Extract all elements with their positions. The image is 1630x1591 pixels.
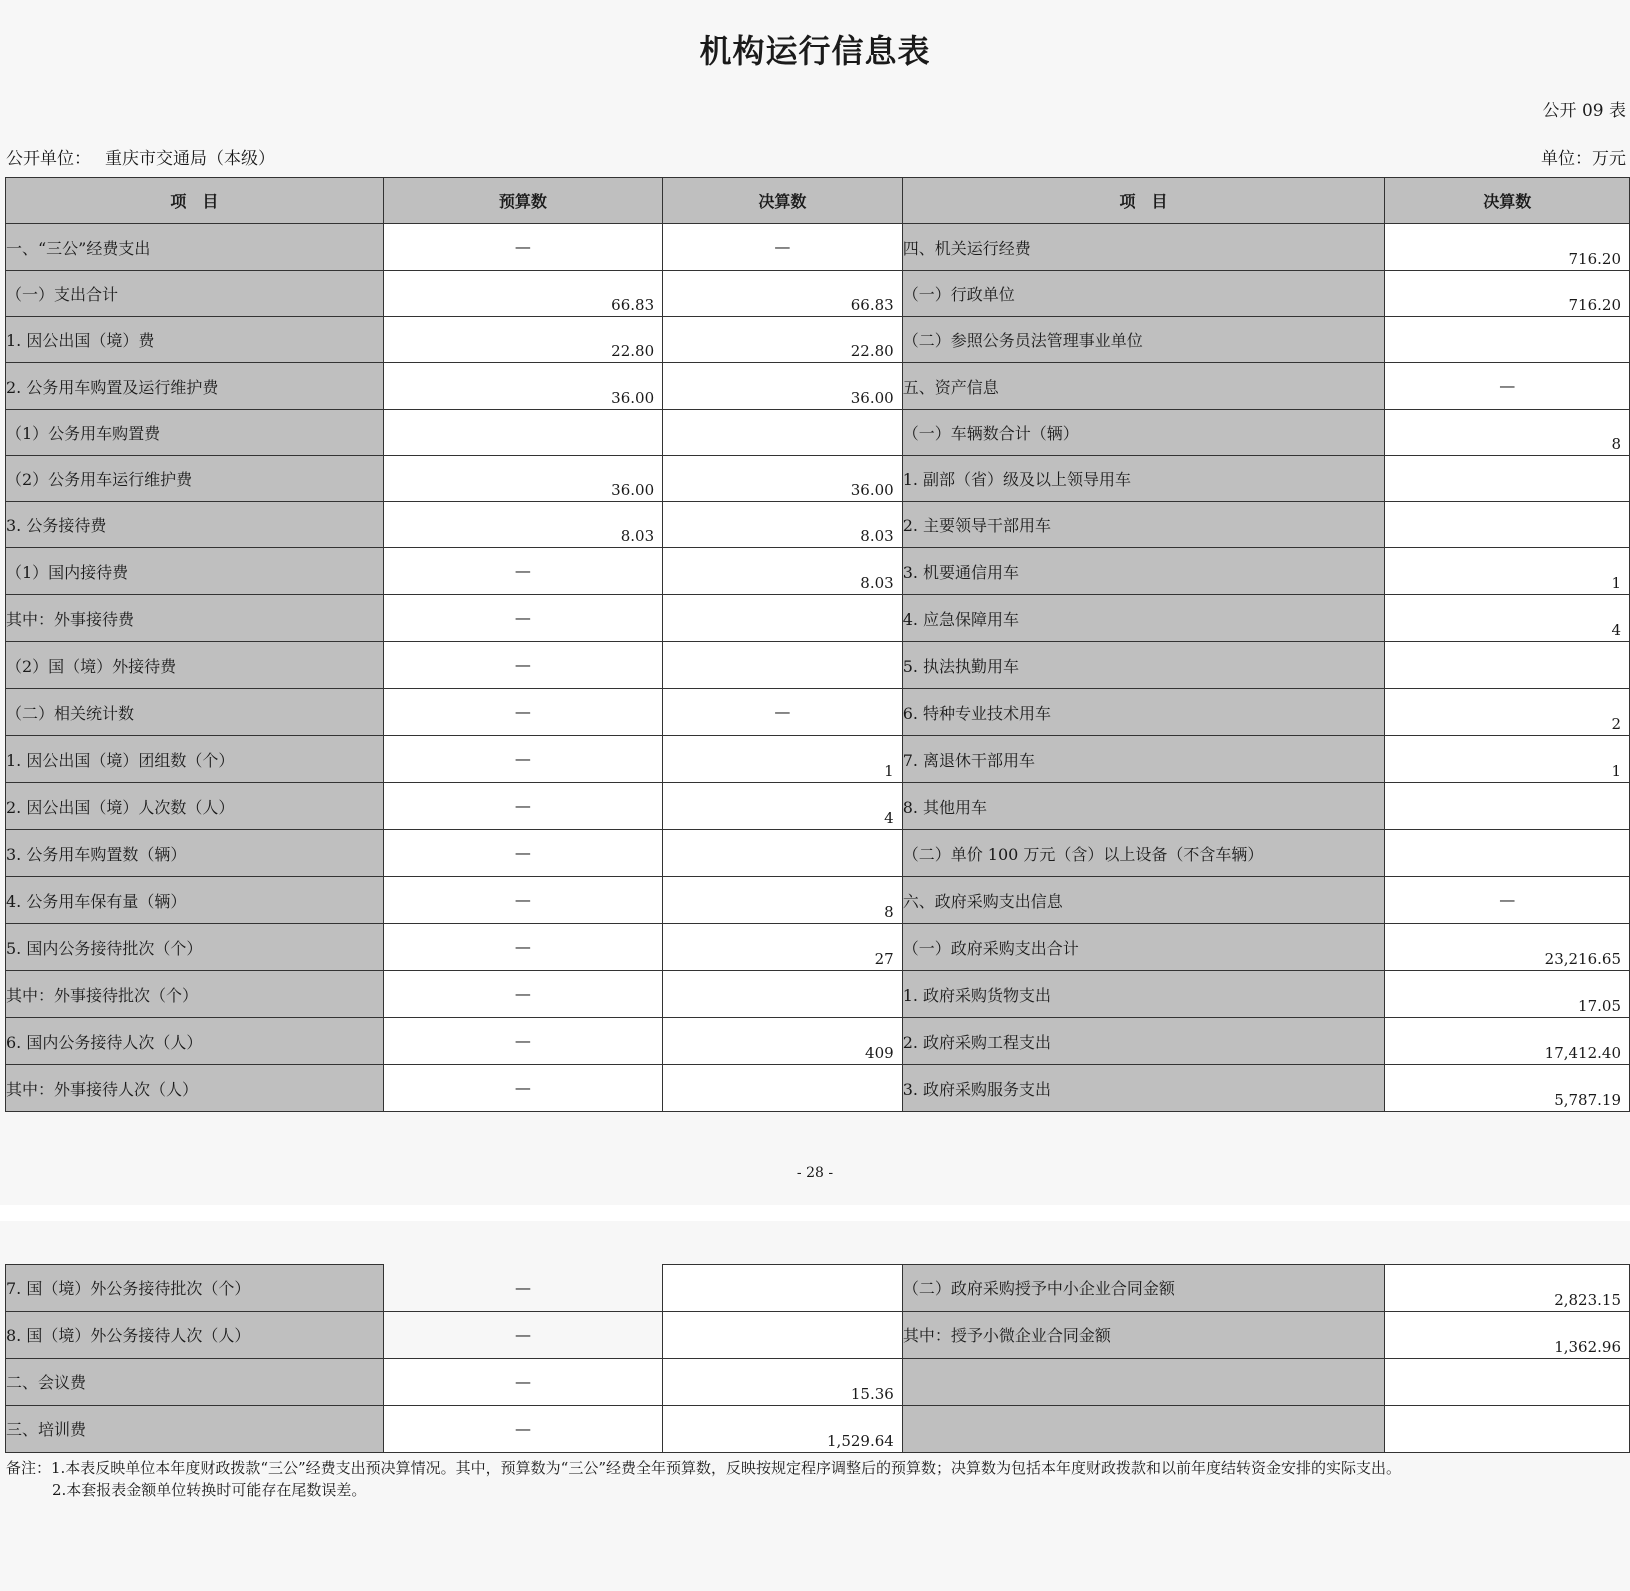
table-row (6, 689, 1630, 736)
table-row (6, 410, 1630, 456)
row-label: 其中：外事接待批次（个） (6, 971, 384, 1018)
row-label: 2. 公务用车购置及运行维护费 (6, 363, 384, 410)
cell-value: 17.05 (1578, 997, 1621, 1015)
cell-value: 716.20 (1568, 296, 1621, 314)
dash-placeholder: — (514, 984, 531, 1003)
table-row (6, 924, 1630, 971)
notes (6, 1457, 1401, 1501)
cell-value: 1 (884, 762, 894, 780)
dash-placeholder: — (514, 702, 531, 721)
row-label: （二）政府采购授予中小企业合同金额 (902, 1265, 1385, 1312)
row-label: 其中：外事接待人次（人） (6, 1065, 384, 1112)
table-row (6, 317, 1630, 363)
dash-placeholder: — (514, 237, 531, 256)
table-row (6, 1358, 1630, 1405)
row-label: 一、“三公”经费支出 (6, 224, 384, 271)
table-row (6, 1018, 1630, 1065)
table-row (6, 456, 1630, 502)
unit-label: 公开单位： (6, 149, 91, 169)
cell-value: 8.03 (860, 527, 894, 545)
row-label: 5. 国内公务接待批次（个） (6, 924, 384, 971)
dash-placeholder: — (514, 1078, 531, 1097)
table-header-row (6, 178, 1630, 224)
table-row (6, 224, 1630, 271)
cell-value: 1,529.64 (827, 1431, 894, 1450)
row-label: 3. 公务用车购置数（辆） (6, 830, 384, 877)
row-label: （二）单价 100 万元（含）以上设备（不含车辆） (902, 830, 1385, 877)
table-row (6, 548, 1630, 595)
col-header-final-right: 决算数 (1385, 178, 1630, 224)
row-label: （二）参照公务员法管理事业单位 (902, 317, 1385, 363)
form-code: 公开 09 表 (1542, 101, 1626, 121)
row-label: 2. 因公出国（境）人次数（人） (6, 783, 384, 830)
cell-value: 27 (874, 950, 894, 968)
dash-placeholder: — (1499, 376, 1516, 395)
row-label: 3. 机要通信用车 (902, 548, 1385, 595)
cell-value: 8 (884, 903, 894, 921)
cell-value: 2 (1611, 715, 1621, 733)
cell-value: 1 (1611, 574, 1621, 592)
table-row (6, 830, 1630, 877)
cell-value: 66.83 (850, 296, 894, 314)
row-label: 5. 执法执勤用车 (902, 642, 1385, 689)
row-label: （一）行政单位 (902, 271, 1385, 317)
table-row (6, 877, 1630, 924)
cell-value: 8 (1611, 435, 1621, 453)
row-label: 8. 其他用车 (902, 783, 1385, 830)
note-1: 备注：1.本表反映单位本年度财政拨款“三公”经费支出预决算情况。其中，预算数为“三公”经费全年预算数，反映按规定程序调整后的预算数；决算数为包括本年度财政拨款和以前年度结转资金安排的实际支出。 (6, 1459, 1401, 1477)
table-row (6, 642, 1630, 689)
dash-placeholder: — (514, 749, 531, 768)
unit-name: 重庆市交通局（本级） (105, 149, 275, 169)
dash-placeholder: — (514, 1031, 531, 1050)
dash-placeholder: — (514, 608, 531, 627)
continued-table (5, 1264, 1630, 1453)
dash-placeholder: — (514, 890, 531, 909)
row-label: （一）车辆数合计（辆） (902, 410, 1385, 456)
row-label: 3. 公务接待费 (6, 502, 384, 548)
cell-value: 36.00 (850, 389, 894, 407)
col-header-item: 项 目 (6, 178, 384, 224)
cell-value: 22.80 (611, 342, 655, 360)
col-header-final: 决算数 (663, 178, 903, 224)
cell-value: 1 (1611, 762, 1621, 780)
dash-placeholder: — (774, 237, 791, 256)
cell-value: 4 (1611, 621, 1621, 639)
table-row (6, 502, 1630, 548)
row-label: （二）相关统计数 (6, 689, 384, 736)
dash-placeholder: — (514, 937, 531, 956)
dash-placeholder: — (514, 655, 531, 674)
cell-value: 8.03 (620, 527, 655, 545)
table-row (6, 783, 1630, 830)
table-row (6, 1265, 1630, 1312)
row-label: 3. 政府采购服务支出 (902, 1065, 1385, 1112)
row-label: 五、资产信息 (902, 363, 1385, 410)
col-header-item-right: 项 目 (902, 178, 1385, 224)
row-label: （一）支出合计 (6, 271, 384, 317)
page-number: - 28 - (796, 1165, 834, 1181)
dash-placeholder: — (515, 1324, 531, 1344)
cell-value: 22.80 (850, 342, 894, 360)
dash-placeholder: — (514, 843, 531, 862)
row-label: 1. 副部（省）级及以上领导用车 (902, 456, 1385, 502)
dash-placeholder: — (515, 1371, 531, 1391)
cell-value: 8.03 (860, 574, 894, 592)
row-label: 其中：外事接待费 (6, 595, 384, 642)
row-label (902, 1358, 1385, 1405)
table-row (6, 271, 1630, 317)
row-label: 六、政府采购支出信息 (902, 877, 1385, 924)
row-label: 1. 因公出国（境）团组数（个） (6, 736, 384, 783)
row-label: 二、会议费 (6, 1358, 384, 1405)
table-row (6, 363, 1630, 410)
cell-value: 5,787.19 (1554, 1091, 1621, 1109)
row-label: （一）政府采购支出合计 (902, 924, 1385, 971)
row-label (902, 1405, 1385, 1452)
table-row (6, 1405, 1630, 1452)
row-label: 其中：授予小微企业合同金额 (902, 1311, 1385, 1358)
row-label: 8. 国（境）外公务接待人次（人） (6, 1311, 384, 1358)
dash-placeholder: — (774, 702, 791, 721)
row-label: 1. 政府采购货物支出 (902, 971, 1385, 1018)
col-header-budget: 预算数 (383, 178, 662, 224)
row-label: （2）国（境）外接待费 (6, 642, 384, 689)
cell-value: 17,412.40 (1544, 1044, 1621, 1062)
table-row (6, 736, 1630, 783)
row-label: 2. 政府采购工程支出 (902, 1018, 1385, 1065)
row-label: 7. 离退休干部用车 (902, 736, 1385, 783)
cell-value: 2,823.15 (1554, 1290, 1621, 1309)
page-separator (0, 1205, 1630, 1221)
main-table (5, 177, 1630, 1112)
row-label: 6. 特种专业技术用车 (902, 689, 1385, 736)
cell-value: 15.36 (850, 1384, 894, 1403)
cell-value: 716.20 (1568, 250, 1621, 268)
table-row (6, 595, 1630, 642)
table-row (6, 1065, 1630, 1112)
dash-placeholder: — (514, 796, 531, 815)
cell-value: 23,216.65 (1544, 950, 1621, 968)
dash-placeholder: — (514, 561, 531, 580)
cell-value: 4 (884, 809, 894, 827)
cell-value: 36.00 (850, 481, 894, 499)
row-label: 三、培训费 (6, 1405, 384, 1452)
note-2: 2.本套报表金额单位转换时可能存在尾数误差。 (52, 1481, 367, 1499)
row-label: 4. 公务用车保有量（辆） (6, 877, 384, 924)
dash-placeholder: — (515, 1277, 531, 1297)
row-label: 1. 因公出国（境）费 (6, 317, 384, 363)
dash-placeholder: — (515, 1418, 531, 1438)
reporting-unit (6, 144, 275, 169)
cell-value: 36.00 (611, 481, 655, 499)
cell-value: 1,362.96 (1554, 1337, 1621, 1356)
row-label: 6. 国内公务接待人次（人） (6, 1018, 384, 1065)
row-label: （1）国内接待费 (6, 548, 384, 595)
row-label: 4. 应急保障用车 (902, 595, 1385, 642)
page-title: 机构运行信息表 (699, 32, 931, 70)
dash-placeholder: — (1499, 890, 1516, 909)
cell-value: 409 (865, 1044, 894, 1062)
cell-value: 66.83 (611, 296, 655, 314)
row-label: 四、机关运行经费 (902, 224, 1385, 271)
row-label: （1）公务用车购置费 (6, 410, 384, 456)
row-label: （2）公务用车运行维护费 (6, 456, 384, 502)
table-row (6, 971, 1630, 1018)
row-label: 2. 主要领导干部用车 (902, 502, 1385, 548)
currency-unit: 单位：万元 (1541, 149, 1626, 169)
table-row (6, 1311, 1630, 1358)
cell-value: 36.00 (611, 389, 655, 407)
row-label: 7. 国（境）外公务接待批次（个） (6, 1265, 384, 1312)
